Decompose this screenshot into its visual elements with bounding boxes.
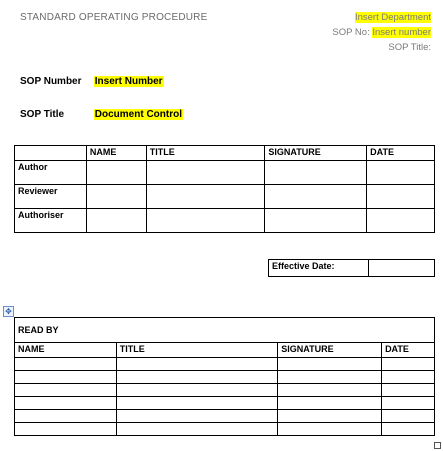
read-by-cell-signature[interactable] [278,358,382,371]
read-by-row [15,358,435,371]
effective-date-value[interactable] [368,260,434,277]
effective-date-table [268,259,435,277]
approval-row-reviewer [15,185,435,209]
header-sop-title [388,42,431,53]
table-move-handle-icon[interactable]: ✥ [3,306,14,317]
approval-cell-signature[interactable] [265,161,367,185]
read-by-cell-signature[interactable] [278,397,382,410]
read-by-cell-title[interactable] [116,358,278,371]
sop-number-field [20,76,164,87]
read-by-row [15,423,435,436]
approval-cell-title[interactable] [146,209,265,233]
read-by-title: READ BY [15,318,435,343]
read-by-cell-name[interactable] [15,371,117,384]
read-by-header-date: DATE [382,343,435,358]
approval-table [14,145,435,233]
read-by-cell-signature[interactable] [278,423,382,436]
read-by-row [15,410,435,423]
approval-row-label: Authoriser [15,209,87,233]
read-by-cell-name[interactable] [15,397,117,410]
approval-row-authoriser [15,209,435,233]
read-by-cell-name[interactable] [15,410,117,423]
approval-cell-signature[interactable] [265,185,367,209]
read-by-cell-name[interactable] [15,358,117,371]
read-by-header-title: TITLE [116,343,278,358]
read-by-cell-date[interactable] [382,423,435,436]
read-by-cell-date[interactable] [382,384,435,397]
approval-row-label: Reviewer [15,185,87,209]
sop-no-placeholder[interactable]: Insert number [372,27,431,38]
sop-number-value[interactable]: Insert Number [94,76,163,87]
read-by-cell-date[interactable] [382,371,435,384]
approval-cell-date[interactable] [367,209,435,233]
read-by-cell-signature[interactable] [278,410,382,423]
read-by-cell-name[interactable] [15,423,117,436]
approval-row-label: Author [15,161,87,185]
read-by-row [15,397,435,410]
read-by-cell-signature[interactable] [278,371,382,384]
read-by-cell-title[interactable] [116,423,278,436]
approval-cell-name[interactable] [86,185,146,209]
approval-cell-name[interactable] [86,209,146,233]
approval-header-row [15,146,435,161]
department-placeholder[interactable]: Insert Department [354,12,431,23]
document-header-title: STANDARD OPERATING PROCEDURE [20,12,208,23]
read-by-cell-name[interactable] [15,384,117,397]
table-resize-handle[interactable] [434,442,441,449]
approval-cell-signature[interactable] [265,209,367,233]
approval-header-date: DATE [367,146,435,161]
read-by-row [15,371,435,384]
read-by-cell-title[interactable] [116,371,278,384]
effective-date-row [269,260,435,277]
approval-cell-title[interactable] [146,161,265,185]
read-by-cell-date[interactable] [382,358,435,371]
approval-header-title: TITLE [146,146,265,161]
read-by-row [15,384,435,397]
approval-header-name: NAME [86,146,146,161]
effective-date-label: Effective Date: [269,260,369,277]
read-by-cell-date[interactable] [382,410,435,423]
read-by-header-name: NAME [15,343,117,358]
read-by-title-row [15,318,435,343]
sop-title-label: SOP Title [20,109,65,120]
sop-title-value[interactable]: Document Control [94,109,182,120]
read-by-header-row [15,343,435,358]
read-by-cell-title[interactable] [116,410,278,423]
approval-header-signature: SIGNATURE [265,146,367,161]
read-by-cell-title[interactable] [116,397,278,410]
sop-number-label: SOP Number [20,76,82,87]
read-by-header-signature: SIGNATURE [278,343,382,358]
sop-title-header-label: SOP Title: [388,42,431,53]
approval-cell-date[interactable] [367,185,435,209]
sop-no-label: SOP No: [332,27,370,38]
approval-cell-title[interactable] [146,185,265,209]
read-by-cell-title[interactable] [116,384,278,397]
read-by-table [14,317,435,436]
header-sop-number [332,27,431,38]
approval-row-author [15,161,435,185]
read-by-cell-signature[interactable] [278,384,382,397]
header-department [355,12,431,23]
approval-header-blank [15,146,87,161]
approval-cell-name[interactable] [86,161,146,185]
approval-cell-date[interactable] [367,161,435,185]
sop-title-field [20,109,183,120]
read-by-cell-date[interactable] [382,397,435,410]
